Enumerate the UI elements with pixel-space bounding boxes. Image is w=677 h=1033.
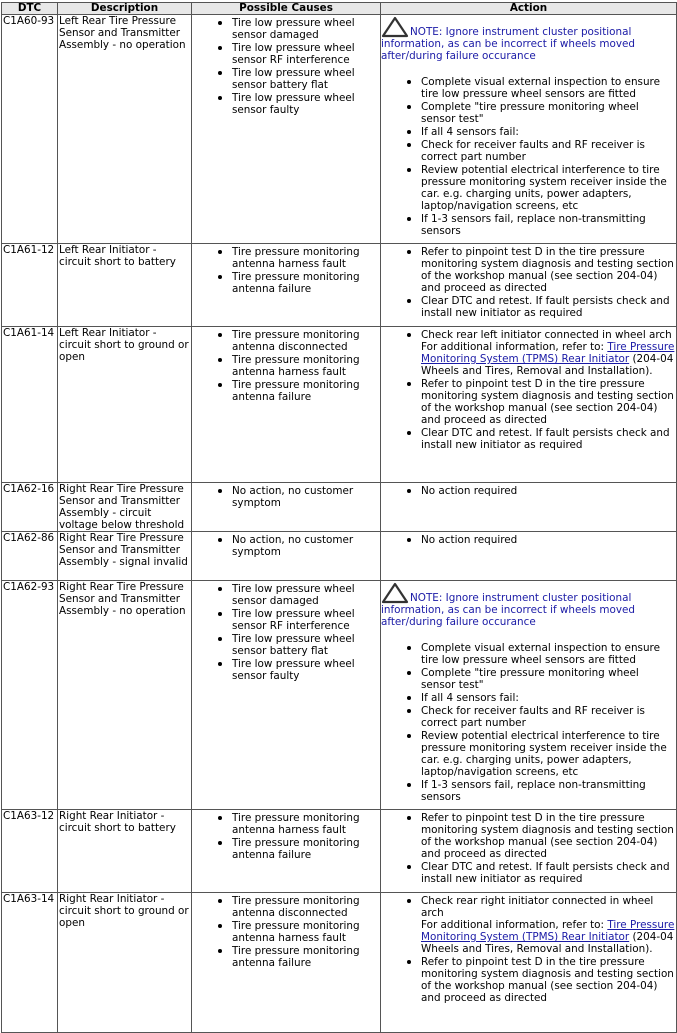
cause-item: • No action, no customer symptom <box>232 484 380 509</box>
cause-item: • Tire pressure monitoring antenna harness fault <box>232 919 380 944</box>
reference-prefix: For additional information, refer to: <box>421 341 608 353</box>
table-row <box>2 483 677 532</box>
causes-list <box>192 811 380 861</box>
table-row <box>2 15 677 244</box>
note-block <box>381 16 676 62</box>
action-item: • Refer to pinpoint test D in the tire pressure monitoring system diagnosis and testing section of the workshop manual (see section 204-04) and proceed as directed <box>421 811 676 860</box>
dtc-description: Left Rear Initiator - circuit short to battery <box>58 244 192 327</box>
action-item: • Refer to pinpoint test D in the tire pressure monitoring system diagnosis and testing section of the workshop manual (see section 204-04) and proceed as directed <box>421 245 676 294</box>
dtc-code: C1A62-16 <box>2 483 58 532</box>
cause-item: • No action, no customer symptom <box>232 533 380 558</box>
actions-list <box>381 484 676 497</box>
actions-list <box>381 533 676 546</box>
cause-item: • Tire low pressure wheel sensor battery flat <box>232 632 380 657</box>
cause-item: • Tire pressure monitoring antenna failure <box>232 836 380 861</box>
actions-list <box>381 75 676 237</box>
action-item: • If all 4 sensors fail: <box>421 691 676 704</box>
note-block <box>381 582 676 628</box>
dtc-description: Left Rear Initiator - circuit short to ground or open <box>58 327 192 483</box>
cause-item: • Tire low pressure wheel sensor RF interference <box>232 41 380 66</box>
possible-causes-cell <box>192 327 381 483</box>
action-item: • Clear DTC and retest. If fault persists check and install new initiator as required <box>421 860 676 885</box>
dtc-code: C1A61-14 <box>2 327 58 483</box>
action-item: • Clear DTC and retest. If fault persists check and install new initiator as required <box>421 294 676 319</box>
reference-text <box>421 919 676 955</box>
dtc-table <box>1 2 677 1033</box>
note-text: NOTE: Ignore instrument cluster positional information, as can be incorrect if wheels moved after/during failure occurance <box>381 26 636 62</box>
table-row <box>2 893 677 1033</box>
actions-list <box>381 245 676 319</box>
possible-causes-cell <box>192 532 381 581</box>
action-text: Check rear left initiator connected in wheel arch <box>421 329 672 341</box>
header-description: Description <box>58 3 192 15</box>
action-cell <box>381 893 677 1033</box>
tpms-rear-initiator-link[interactable]: Tire Pressure Monitoring System (TPMS) Rear Initiator <box>421 341 675 365</box>
dtc-code: C1A61-12 <box>2 244 58 327</box>
cause-item: • Tire pressure monitoring antenna failure <box>232 944 380 969</box>
cause-item: • Tire low pressure wheel sensor damaged <box>232 582 380 607</box>
action-item: • Check for receiver faults and RF receiver is correct part number <box>421 704 676 729</box>
action-item: • Clear DTC and retest. If fault persists check and install new initiator as required <box>421 426 676 451</box>
table-row <box>2 810 677 893</box>
warning-triangle-icon <box>381 582 409 604</box>
action-item: • Review potential electrical interference to tire pressure monitoring system receiver inside the car. e.g. charging units, power adapters, laptop/navigation screens, etc <box>421 729 676 778</box>
header-action: Action <box>381 3 677 15</box>
dtc-description: Left Rear Tire Pressure Sensor and Transmitter Assembly - no operation <box>58 15 192 244</box>
tpms-rear-initiator-link[interactable]: Tire Pressure Monitoring System (TPMS) Rear Initiator <box>421 919 675 943</box>
possible-causes-cell <box>192 15 381 244</box>
possible-causes-cell <box>192 244 381 327</box>
action-cell <box>381 15 677 244</box>
header-row <box>2 3 677 15</box>
cause-item: • Tire pressure monitoring antenna disconnected <box>232 328 380 353</box>
table-row <box>2 244 677 327</box>
reference-text <box>421 341 676 377</box>
possible-causes-cell <box>192 581 381 810</box>
action-item: • Complete "tire pressure monitoring wheel sensor test" <box>421 666 676 691</box>
cause-item: • Tire low pressure wheel sensor damaged <box>232 16 380 41</box>
actions-list <box>381 811 676 885</box>
cause-item: • Tire pressure monitoring antenna disconnected <box>232 894 380 919</box>
table-row <box>2 532 677 581</box>
dtc-description: Right Rear Tire Pressure Sensor and Transmitter Assembly - circuit voltage below threshold <box>58 483 192 532</box>
causes-list <box>192 582 380 682</box>
causes-list <box>192 245 380 295</box>
action-cell <box>381 532 677 581</box>
cause-item: • Tire low pressure wheel sensor faulty <box>232 657 380 682</box>
cause-item: • Tire low pressure wheel sensor faulty <box>232 91 380 116</box>
table-row <box>2 581 677 810</box>
note-text: NOTE: Ignore instrument cluster positional information, as can be incorrect if wheels moved after/during failure occurance <box>381 592 636 628</box>
dtc-description: Right Rear Tire Pressure Sensor and Transmitter Assembly - no operation <box>58 581 192 810</box>
action-item: • Review potential electrical interference to tire pressure monitoring system receiver inside the car. e.g. charging units, power adapters, laptop/navigation screens, etc <box>421 163 676 212</box>
possible-causes-cell <box>192 810 381 893</box>
action-item <box>421 894 676 955</box>
dtc-description: Right Rear Tire Pressure Sensor and Transmitter Assembly - signal invalid <box>58 532 192 581</box>
table-row <box>2 327 677 483</box>
action-item: • Complete visual external inspection to ensure tire low pressure wheel sensors are fitted <box>421 641 676 666</box>
actions-list <box>381 328 676 451</box>
action-item: • No action required <box>421 484 676 497</box>
action-cell <box>381 327 677 483</box>
causes-list <box>192 894 380 969</box>
cause-item: • Tire low pressure wheel sensor RF interference <box>232 607 380 632</box>
causes-list <box>192 328 380 403</box>
cause-item: • Tire pressure monitoring antenna failure <box>232 270 380 295</box>
reference-suffix: (204-04 Wheels and Tires, Removal and Installation). <box>421 353 674 377</box>
reference-prefix: For additional information, refer to: <box>421 919 608 931</box>
header-dtc: DTC <box>2 3 58 15</box>
dtc-description: Right Rear Initiator - circuit short to ground or open <box>58 893 192 1033</box>
action-item: • If all 4 sensors fail: <box>421 125 676 138</box>
actions-list <box>381 641 676 803</box>
action-cell <box>381 244 677 327</box>
action-cell <box>381 483 677 532</box>
cause-item: • Tire pressure monitoring antenna failure <box>232 378 380 403</box>
cause-item: • Tire low pressure wheel sensor battery flat <box>232 66 380 91</box>
possible-causes-cell <box>192 483 381 532</box>
causes-list <box>192 16 380 116</box>
dtc-code: C1A63-12 <box>2 810 58 893</box>
reference-suffix: (204-04 Wheels and Tires, Removal and Installation). <box>421 931 674 955</box>
action-cell <box>381 810 677 893</box>
dtc-code: C1A62-86 <box>2 532 58 581</box>
action-cell <box>381 581 677 810</box>
cause-item: • Tire pressure monitoring antenna harness fault <box>232 245 380 270</box>
action-item: • Refer to pinpoint test D in the tire pressure monitoring system diagnosis and testing section of the workshop manual (see section 204-04) and proceed as directed <box>421 377 676 426</box>
cause-item: • Tire pressure monitoring antenna harness fault <box>232 811 380 836</box>
header-possible-causes: Possible Causes <box>192 3 381 15</box>
causes-list <box>192 484 380 509</box>
warning-triangle-icon <box>381 16 409 38</box>
causes-list <box>192 533 380 558</box>
dtc-code: C1A62-93 <box>2 581 58 810</box>
dtc-code: C1A60-93 <box>2 15 58 244</box>
action-item: • Refer to pinpoint test D in the tire pressure monitoring system diagnosis and testing section of the workshop manual (see section 204-04) and proceed as directed <box>421 955 676 1004</box>
actions-list <box>381 894 676 1004</box>
action-item: • Check for receiver faults and RF receiver is correct part number <box>421 138 676 163</box>
action-item: • If 1-3 sensors fail, replace non-transmitting sensors <box>421 778 676 803</box>
possible-causes-cell <box>192 893 381 1033</box>
action-item <box>421 328 676 377</box>
action-item: • No action required <box>421 533 676 546</box>
action-item: • Complete visual external inspection to ensure tire low pressure wheel sensors are fitted <box>421 75 676 100</box>
cause-item: • Tire pressure monitoring antenna harness fault <box>232 353 380 378</box>
action-text: Check rear right initiator connected in wheel arch <box>421 895 654 919</box>
dtc-code: C1A63-14 <box>2 893 58 1033</box>
dtc-description: Right Rear Initiator - circuit short to battery <box>58 810 192 893</box>
action-item: • Complete "tire pressure monitoring wheel sensor test" <box>421 100 676 125</box>
action-item: • If 1-3 sensors fail, replace non-transmitting sensors <box>421 212 676 237</box>
